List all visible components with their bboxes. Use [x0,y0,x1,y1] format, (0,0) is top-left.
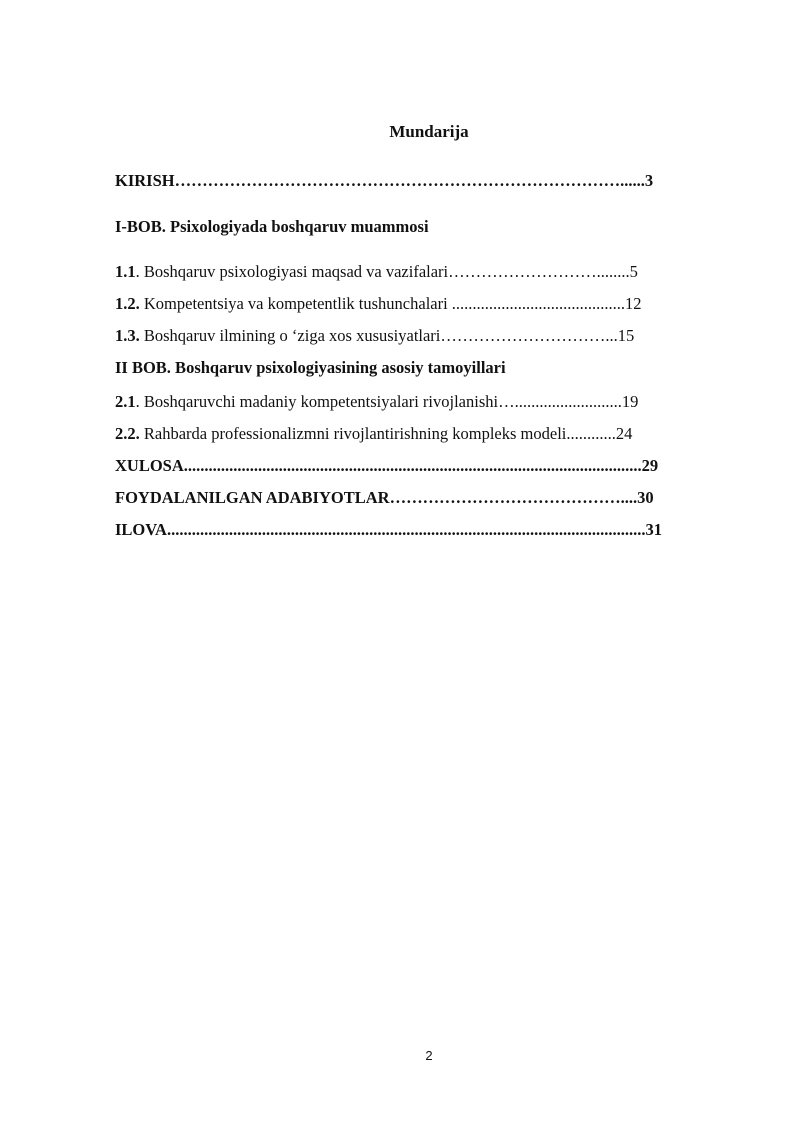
toc-chapter-2: II BOB. Boshqaruv psixologiyasining asosiy tamoyillari [115,358,506,377]
toc-entry-number: 1.3. [115,326,140,345]
toc-entry-2-1 [115,392,638,412]
toc-entry-text: Kompetentsiya va kompetentlik tushunchalari ..........................................12 [139,294,642,313]
toc-entry-xulosa: XULOSA...............................................................................................................29 [115,456,659,475]
toc-entry-2-2 [115,424,632,444]
toc-entry-1-2 [115,294,642,314]
toc-entry-1-1 [115,262,638,282]
toc-entry-number: 1.1 [115,262,136,281]
toc-entry-number: 2.2. [115,424,140,443]
toc-entry-adabiyotlar: FOYDALANILGAN ADABIYOTLAR……………………………………....30 [115,488,654,507]
toc-entry-ilova: ILOVA....................................................................................................................31 [115,520,662,539]
toc-entry-number: 2.1 [115,392,136,411]
toc-entry-1-3 [115,326,634,346]
toc-entry-text: Boshqaruv ilmining o ‘ziga xos xususiyatlari…………………………...15 [139,326,635,345]
toc-entry-text: Rahbarda professionalizmni rivojlantirishning kompleks modeli............24 [139,424,633,443]
toc-entry-number: 1.2. [115,294,140,313]
toc-entry-text: . Boshqaruv psixologiyasi maqsad va vazifalari………………………........5 [135,262,638,281]
toc-chapter-1: I-BOB. Psixologiyada boshqaruv muammosi [115,217,429,236]
toc-entry-text: . Boshqaruvchi madaniy kompetentsiyalari rivojlanishi…..........................19 [135,392,639,411]
page-number: 2 [425,1048,433,1063]
toc-entry-kirish: KIRISH………………………………………………………………………......3 [115,171,654,190]
toc-title: Mundarija [389,122,469,141]
